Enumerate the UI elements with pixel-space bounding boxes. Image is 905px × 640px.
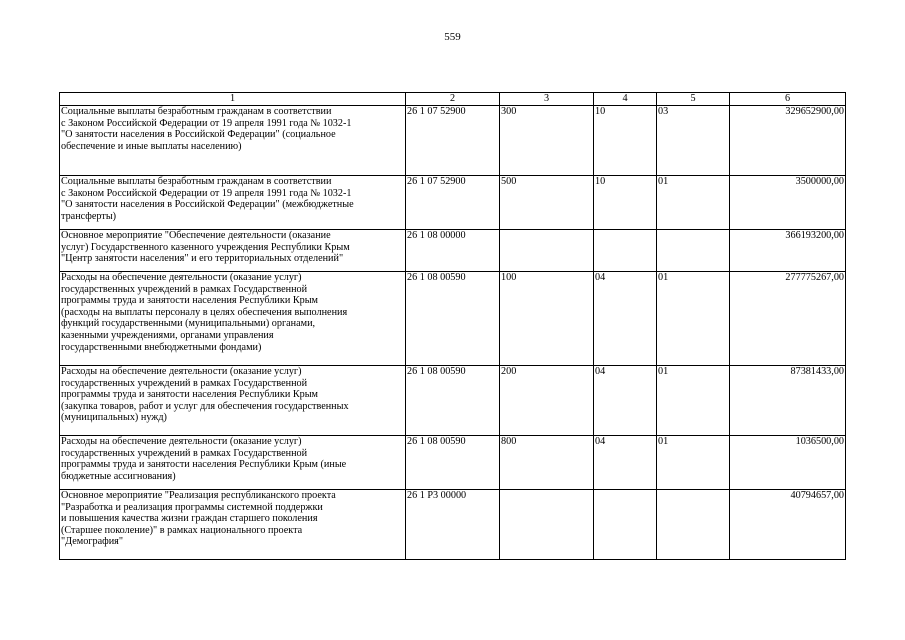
row-amount: 329652900,00 [730, 106, 846, 176]
row-section [594, 490, 657, 560]
row-description: Основное мероприятие "Реализация республиканского проекта "Разработка и реализация программы системной поддержки и повышения качества жизни граждан старшего поколения (Старшее поколение)" в рамках национального проекта "Демография" [60, 490, 406, 560]
row-subsection: 01 [657, 176, 730, 230]
row-description: Основное мероприятие "Обеспечение деятельности (оказание услуг) Государственного казенного учреждения Республики Крым "Центр занятости населения" и его территориальных отделений" [60, 230, 406, 272]
row-expense-type: 200 [500, 366, 594, 436]
row-subsection [657, 490, 730, 560]
row-description: Расходы на обеспечение деятельности (оказание услуг) государственных учреждений в рамках Государственной программы труда и занятости населения Республики Крым (расходы на выплаты персоналу в целях обеспечения выполнения функций государственными (муниципальными) органами, казенными учреждениями, органами управления государственными внебюджетными фондами) [60, 272, 406, 366]
row-description: Социальные выплаты безработным гражданам в соответствии с Законом Российской Федерации от 19 апреля 1991 года № 1032-1 "О занятости населения в Российской Федерации" (межбюджетные трансферты) [60, 176, 406, 230]
header-row [60, 93, 846, 106]
row-amount: 277775267,00 [730, 272, 846, 366]
column-header-3: 3 [500, 93, 594, 106]
row-expense-type [500, 230, 594, 272]
column-header-4: 4 [594, 93, 657, 106]
row-subsection: 01 [657, 366, 730, 436]
row-subsection [657, 230, 730, 272]
row-target-code: 26 1 08 00590 [406, 272, 500, 366]
row-section: 04 [594, 366, 657, 436]
row-amount: 87381433,00 [730, 366, 846, 436]
row-target-code: 26 1 08 00000 [406, 230, 500, 272]
row-target-code: 26 1 08 00590 [406, 366, 500, 436]
row-section: 10 [594, 176, 657, 230]
row-amount: 1036500,00 [730, 436, 846, 490]
row-expense-type [500, 490, 594, 560]
row-subsection: 01 [657, 436, 730, 490]
table-row [60, 366, 846, 436]
column-header-2: 2 [406, 93, 500, 106]
table-row [60, 436, 846, 490]
table-row [60, 230, 846, 272]
row-section: 10 [594, 106, 657, 176]
budget-table [59, 92, 846, 560]
row-amount: 3500000,00 [730, 176, 846, 230]
row-expense-type: 500 [500, 176, 594, 230]
row-target-code: 26 1 P3 00000 [406, 490, 500, 560]
row-target-code: 26 1 07 52900 [406, 176, 500, 230]
row-section: 04 [594, 436, 657, 490]
table-row [60, 272, 846, 366]
row-expense-type: 100 [500, 272, 594, 366]
column-header-6: 6 [730, 93, 846, 106]
table-row [60, 176, 846, 230]
row-amount: 40794657,00 [730, 490, 846, 560]
row-target-code: 26 1 07 52900 [406, 106, 500, 176]
row-amount: 366193200,00 [730, 230, 846, 272]
row-target-code: 26 1 08 00590 [406, 436, 500, 490]
page-number: 559 [444, 31, 461, 43]
column-header-1: 1 [60, 93, 406, 106]
table-row [60, 490, 846, 560]
row-description: Социальные выплаты безработным гражданам в соответствии с Законом Российской Федерации от 19 апреля 1991 года № 1032-1 "О занятости населения в Российской Федерации" (социальное обеспечение и иные выплаты населению) [60, 106, 406, 176]
row-section [594, 230, 657, 272]
row-subsection: 03 [657, 106, 730, 176]
row-section: 04 [594, 272, 657, 366]
row-description: Расходы на обеспечение деятельности (оказание услуг) государственных учреждений в рамках Государственной программы труда и занятости населения Республики Крым (закупка товаров, работ и услуг для обеспечения государственных (муниципальных) нужд) [60, 366, 406, 436]
table-row [60, 106, 846, 176]
row-description: Расходы на обеспечение деятельности (оказание услуг) государственных учреждений в рамках Государственной программы труда и занятости населения Республики Крым (иные бюджетные ассигнования) [60, 436, 406, 490]
row-subsection: 01 [657, 272, 730, 366]
row-expense-type: 300 [500, 106, 594, 176]
row-expense-type: 800 [500, 436, 594, 490]
column-header-5: 5 [657, 93, 730, 106]
